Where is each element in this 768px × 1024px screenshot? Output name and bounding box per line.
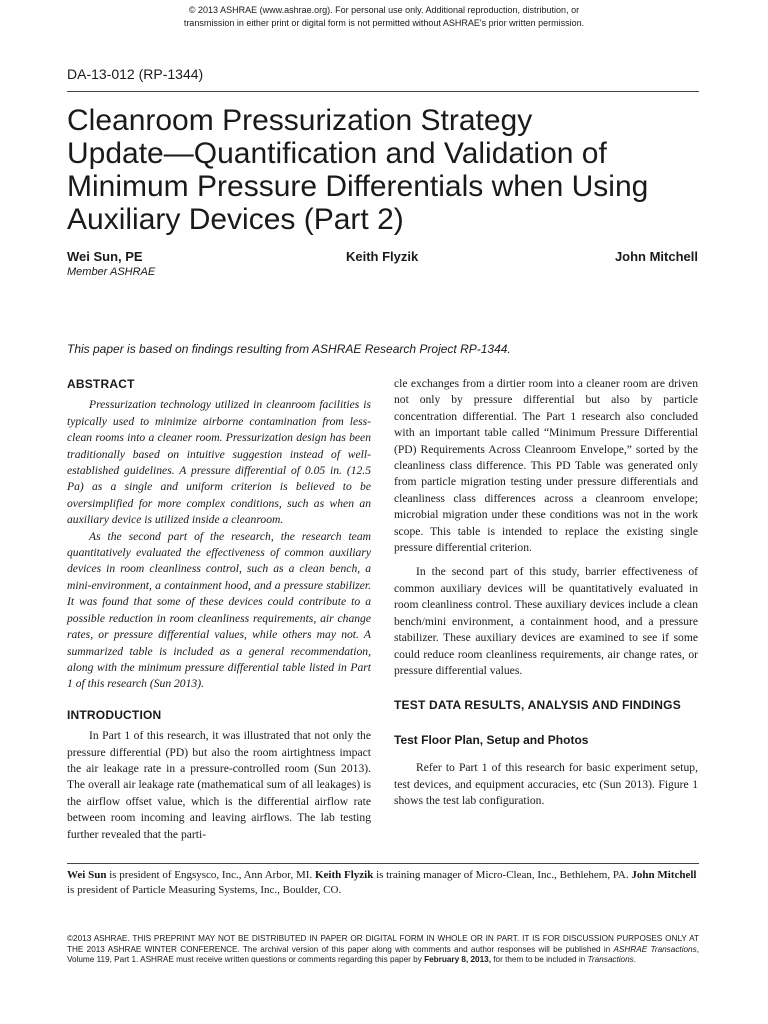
footnote-divider bbox=[67, 863, 699, 864]
copyright-notice-top bbox=[0, 4, 768, 30]
footnote-text-keith-flyzik: is training manager of Micro-Clean, Inc., Bethlehem, PA. bbox=[373, 869, 632, 881]
left-column bbox=[67, 376, 371, 843]
title-line-3: Minimum Pressure Differentials when Using bbox=[67, 170, 649, 203]
author-affiliation: Member ASHRAE bbox=[67, 266, 156, 278]
right-column bbox=[394, 376, 698, 809]
author-footnote bbox=[67, 868, 699, 898]
abstract-paragraph-2: As the second part of the research, the research team quantitatively evaluated the effectiveness of common auxiliary devices in room cleanliness control, such as a clean bench, a mini-environment, a containment hood, and a pressure stabilizer. It was found that some of these devices could contribute to a possible reduction in room cleanliness requirements, air change rates, or pressure differential values, while others may not. A summarized table is included as a general recommendation, along with the minimum pressure differential table listed in Part 1 of this research (Sun 2013). bbox=[67, 529, 371, 691]
footnote-text-wei-sun: is president of Engsysco, Inc., Ann Arbor, MI. bbox=[106, 869, 315, 881]
abstract-body bbox=[67, 397, 371, 692]
title-line-4: Auxiliary Devices (Part 2) bbox=[67, 203, 404, 236]
results-heading: TEST DATA RESULTS, ANALYSIS AND FINDINGS bbox=[394, 698, 681, 713]
author-keith-flyzik: Keith Flyzik bbox=[346, 249, 419, 264]
preprint-notice-part-1: ©2013 ASHRAE. THIS PREPRINT MAY NOT BE DISTRIBUTED IN PAPER OR DIGITAL FORM IN WHOLE OR IN PART. IT IS FOR DISCUSSION PURPOSES ONLY AT THE 2013 ASHRAE WINTER CONFERENCE. The archival version of this paper along with comments and author responses will be published in bbox=[67, 934, 699, 954]
preprint-notice-part-2: , Volume 119, Part 1. ASHRAE must receive written questions or comments regarding this paper by bbox=[67, 944, 699, 964]
introduction-heading: INTRODUCTION bbox=[67, 707, 162, 722]
preprint-notice-part-3: for them to be included in bbox=[491, 955, 588, 964]
introduction-paragraph-1: In Part 1 of this research, it was illustrated that not only the pressure differential (PD) but also the room airtightness impact the air leakage rate in a pressure-controlled room (Sun 2013). The overall air leakage rate (mathematical sum of all leakages) is the airflow offset value, which is the differential airflow rate between room incoming and leaving airflows. The lab testing further revealed that the parti- bbox=[67, 729, 371, 841]
test-floor-plan-subheading: Test Floor Plan, Setup and Photos bbox=[394, 732, 589, 747]
preprint-notice bbox=[67, 934, 699, 966]
preprint-journal-name: ASHRAE Transactions bbox=[613, 944, 697, 954]
header-divider bbox=[67, 91, 699, 92]
author-john-mitchell: John Mitchell bbox=[614, 249, 698, 264]
title-line-1: Cleanroom Pressurization Strategy bbox=[67, 104, 533, 137]
copyright-line-2: transmission in either print or digital form is not permitted without ASHRAE's prior written permission. bbox=[183, 18, 585, 28]
introduction-paragraph-1-continued: cle exchanges from a dirtier room into a cleaner room are driven not only by pressure differential but also by particle concentration differential. The Part 1 research also concluded with an important table called “Minimum Pressure Differential (PD) Requirements Across Cleanroom Envelope,” sorted by the cleanliness class difference. This PD Table was generated only from particle migration testing under pressure differentials and cleanliness class differences across a cleanroom envelope; microbial migration under these conditions was not in the work scope. This table is intended to replace the existing single pressure differential criterion. bbox=[394, 377, 698, 555]
author-wei-sun: Wei Sun, PE bbox=[67, 249, 143, 264]
preprint-notice-part-4: . bbox=[633, 955, 637, 964]
footnote-name-keith-flyzik: Keith Flyzik bbox=[314, 869, 374, 881]
footnote-name-john-mitchell: John Mitchell bbox=[631, 869, 697, 881]
paper-title bbox=[67, 104, 707, 236]
abstract-heading: ABSTRACT bbox=[67, 377, 135, 391]
introduction-paragraph-2: In the second part of this study, barrier effectiveness of common auxiliary devices will be quantitatively evaluated in room cleanliness control. These auxiliary devices include a clean bench/mini environment, a containment hood, and a pressure stabilizer. These auxiliary devices are examined to see if some could reduce room cleanliness requirements, air change rates, or pressure differential values. bbox=[394, 565, 698, 677]
copyright-line-1: © 2013 ASHRAE (www.ashrae.org). For personal use only. Additional reproduction, distribution, or bbox=[188, 5, 580, 15]
preprint-journal-short: Transactions bbox=[587, 955, 634, 964]
abstract-paragraph-1: Pressurization technology utilized in cleanroom facilities is typically used to minimize airborne contamination from less-clean rooms into a cleaner room. Pressurization design has been traditionally based on intuitive suggestion instead of well-established guidelines. A pressure differential of 0.05 in. (12.5 Pa) as a single and uniform criterion is believed to be oversimplified for more complex conditions, such as when an auxiliary device is utilized inside a cleanroom. bbox=[67, 398, 371, 527]
footnote-text-john-mitchell: is president of Particle Measuring Systems, Inc., Boulder, CO. bbox=[67, 884, 342, 896]
title-line-2: Update—Quantification and Validation of bbox=[67, 137, 607, 170]
research-basis-note: This paper is based on findings resulting from ASHRAE Research Project RP-1344. bbox=[67, 342, 511, 356]
document-id: DA-13-012 (RP-1344) bbox=[67, 66, 204, 82]
preprint-deadline: February 8, 2013, bbox=[424, 955, 491, 964]
results-paragraph-1: Refer to Part 1 of this research for basic experiment setup, test devices, and equipment accuracies, etc (Sun 2013). Figure 1 shows the test lab configuration. bbox=[394, 761, 698, 807]
footnote-name-wei-sun: Wei Sun bbox=[67, 869, 107, 881]
